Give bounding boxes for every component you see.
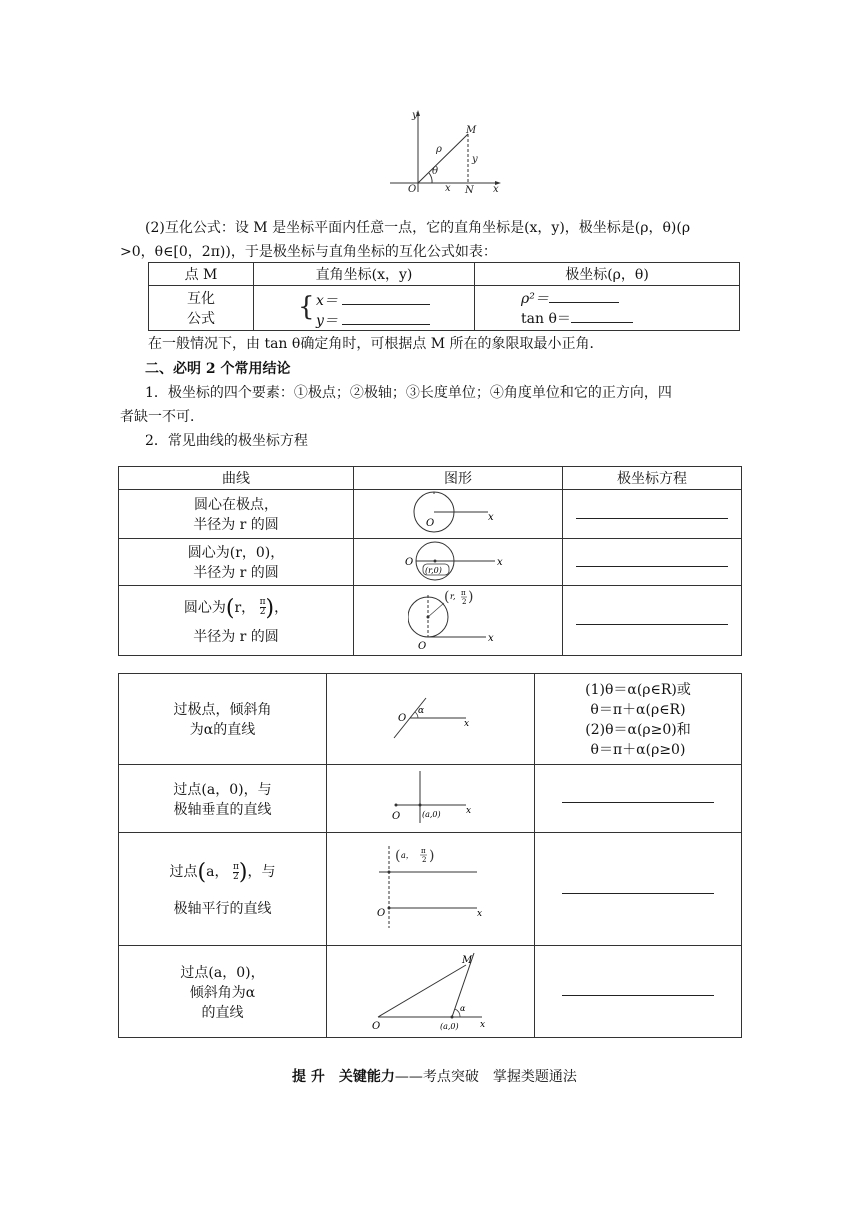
circle-center-pole-figure xyxy=(408,490,508,534)
svg-text:π: π xyxy=(461,588,466,597)
svg-text:O: O xyxy=(371,1020,380,1032)
line-row3-desc: 过点(a， $\frac{\pi}{2}$ )，与 极轴平行的直线 xyxy=(119,833,327,946)
left-brace: { xyxy=(298,292,315,322)
line-parallel-figure xyxy=(371,842,491,932)
polar-formula-cell xyxy=(475,286,740,331)
curve-header-figure: 图形 xyxy=(354,467,563,490)
line-row4-figure xyxy=(327,946,535,1038)
svg-text:(: ( xyxy=(444,588,450,605)
svg-text:2: 2 xyxy=(462,597,467,606)
curve-row3-equation xyxy=(563,586,742,656)
polar-rect-figure xyxy=(388,106,504,194)
line-through-pole-figure xyxy=(386,692,476,742)
rect-x-formula: x＝ xyxy=(316,290,430,310)
general-note: 在一般情况下，由 tan θ确定角时，可根据点 M 所在的象限取最小正角． xyxy=(148,336,604,352)
svg-text:O: O xyxy=(397,713,406,724)
y-side-label: y xyxy=(472,154,478,165)
svg-text:O: O xyxy=(391,810,400,822)
svg-text:x: x xyxy=(465,805,471,816)
line-row3-equation xyxy=(535,833,742,946)
line-row1-figure xyxy=(327,674,535,765)
line-perpendicular-figure xyxy=(386,767,476,827)
svg-text:O: O xyxy=(418,640,427,651)
curve-row2-figure xyxy=(354,539,563,586)
curve-table xyxy=(118,466,742,656)
svg-text:x: x xyxy=(479,1019,485,1030)
point-m-label: M xyxy=(466,125,477,136)
conv-row-label: 互化 公式 xyxy=(149,286,254,331)
circle-center-rpi2-figure xyxy=(408,587,508,651)
svg-text:x: x xyxy=(476,909,482,919)
origin-label: O xyxy=(408,184,417,194)
formula-intro-line2: >0，θ∈[0，2π))，于是极坐标与直角坐标的互化公式如表： xyxy=(120,244,497,260)
svg-text:O: O xyxy=(426,518,435,529)
curve-header-curve: 曲线 xyxy=(119,467,354,490)
curve-row1-desc: 圆心在极点， 半径为 r 的圆 xyxy=(119,490,354,539)
item2-title: 2．常见曲线的极坐标方程 xyxy=(145,433,308,449)
line-row2-figure xyxy=(327,765,535,833)
svg-text:r,: r, xyxy=(450,591,456,601)
line-row4-desc: 过点(a，0)， 倾斜角为α 的直线 xyxy=(119,946,327,1038)
item1-line2: 者缺一不可． xyxy=(120,409,204,425)
svg-text:(: ( xyxy=(394,848,400,864)
svg-text:(r,0): (r,0) xyxy=(425,566,442,575)
line-row2-desc: 过点(a，0)，与 极轴垂直的直线 xyxy=(119,765,327,833)
line-inclined-figure xyxy=(366,947,496,1033)
circle-center-r0-figure xyxy=(403,539,513,581)
formula-intro-line1: (2)互化公式：设 M 是坐标平面内任意一点，它的直角坐标是(x，y)，极坐标是(ρ，θ)(ρ xyxy=(145,220,691,236)
theta-label: θ xyxy=(432,166,439,177)
x-axis-label: x xyxy=(493,184,499,194)
y-axis-label: y xyxy=(412,110,418,121)
curve-row3-figure xyxy=(354,586,563,656)
curve-row2-equation xyxy=(563,539,742,586)
svg-text:(a,0): (a,0) xyxy=(439,1021,459,1031)
line-table xyxy=(118,673,742,1038)
x-side-label: x xyxy=(445,183,451,194)
conv-header-point: 点 M xyxy=(149,263,254,286)
svg-text:x: x xyxy=(488,512,494,523)
svg-text:M: M xyxy=(461,954,472,966)
item1-line1: 1．极坐标的四个要素：①极点；②极轴；③长度单位；④角度单位和它的正方向，四 xyxy=(145,385,672,401)
svg-text:O: O xyxy=(405,557,414,568)
conv-header-polar: 极坐标(ρ，θ) xyxy=(475,263,740,286)
svg-text:): ) xyxy=(428,848,434,864)
svg-text:π: π xyxy=(420,847,426,855)
curve-row1-figure xyxy=(354,490,563,539)
tan-theta-formula: tan θ＝ xyxy=(521,308,739,328)
svg-text:x: x xyxy=(497,557,503,568)
conv-header-rect: 直角坐标(x，y) xyxy=(254,263,475,286)
svg-text:2: 2 xyxy=(421,856,426,864)
point-n-label: N xyxy=(465,185,474,194)
line-row4-equation xyxy=(535,946,742,1038)
svg-text:a，: a， xyxy=(400,851,414,860)
curve-row1-equation xyxy=(563,490,742,539)
rect-y-formula: y＝ xyxy=(316,310,430,330)
svg-text:(a,0): (a,0) xyxy=(421,809,441,819)
svg-text:α: α xyxy=(417,706,424,716)
section2-title: 二、必明 2 个常用结论 xyxy=(145,361,291,377)
svg-text:): ) xyxy=(468,588,474,605)
curve-row3-desc: 圆心为(r， $\frac{\pi}{2}$ )， 半径为 r 的圆 xyxy=(119,586,354,656)
svg-text:x: x xyxy=(488,632,494,644)
conversion-table xyxy=(148,262,740,331)
curve-header-equation: 极坐标方程 xyxy=(563,467,742,490)
line-row1-equation: (1)θ＝α(ρ∈R)或 θ＝π＋α(ρ∈R) (2)θ＝α(ρ≥0)和 θ＝π＋α(ρ≥0) xyxy=(535,674,742,765)
line-row1-desc: 过极点，倾斜角 为α的直线 xyxy=(119,674,327,765)
section-footer-heading: 提 升 关键能力——考点突破 掌握类题通法 xyxy=(292,1069,577,1085)
svg-text:α: α xyxy=(459,1003,465,1013)
svg-text:O: O xyxy=(376,908,385,919)
curve-row2-desc: 圆心为(r，0)， 半径为 r 的圆 xyxy=(119,539,354,586)
svg-text:x: x xyxy=(463,719,469,729)
line-row3-figure xyxy=(327,833,535,946)
rho-squared-formula: ρ²＝ xyxy=(521,288,739,308)
line-row2-equation xyxy=(535,765,742,833)
rho-label: ρ xyxy=(436,144,442,155)
rect-formula-cell xyxy=(254,286,475,331)
